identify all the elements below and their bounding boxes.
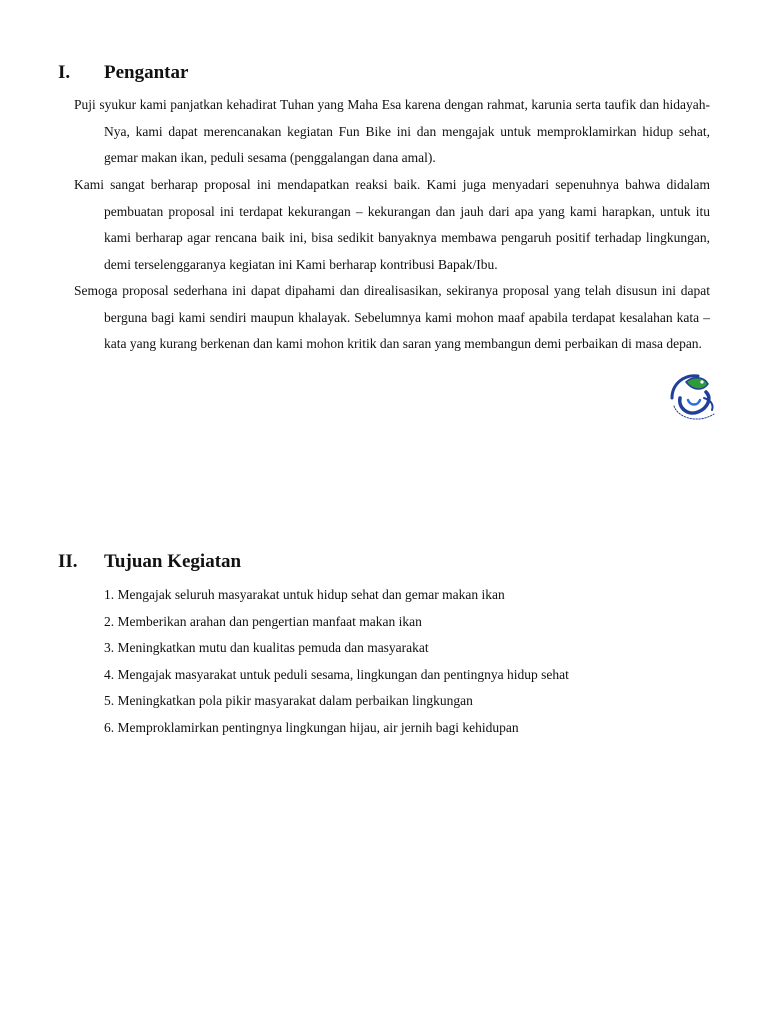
- list-item: 4. Mengajak masyarakat untuk peduli sesama, lingkungan dan pentingnya hidup sehat: [104, 666, 569, 682]
- paragraph-2: Kami sangat berharap proposal ini mendapatkan reaksi baik. Kami juga menyadari sepenuhnya bahwa didalam pembuatan proposal ini terdapat kekurangan – kekurangan dan jauh dari apa yang kami harapkan, untuk itu kami berharap agar rencana baik ini, bisa sedikit banyaknya membawa pengaruh positif terhadap lingkungan, demi terselenggaranya kegiatan ini Kami berharap kontribusi Bapak/Ibu.: [74, 177, 710, 272]
- list-item: 2. Memberikan arahan dan pengertian manfaat makan ikan: [104, 613, 422, 629]
- section-number: II.: [58, 551, 78, 572]
- paragraph-3: Semoga proposal sederhana ini dapat dipahami dan direalisasikan, sekiranya proposal yang telah disusun ini dapat berguna bagi kami sendiri maupun khalayak. Sebelumnya kami mohon maaf apabila terdapat kesalahan kata – kata yang kurang berkenan dan kami mohon kritik dan saran yang membangun demi perbaikan di masa depan.: [74, 283, 710, 351]
- section-title: Tujuan Kegiatan: [104, 551, 242, 572]
- section-number: I.: [58, 62, 71, 83]
- section-title: Pengantar: [104, 62, 189, 83]
- paragraph-1: Puji syukur kami panjatkan kehadirat Tuhan yang Maha Esa karena dengan rahmat, karunia serta taufik dan hidayah-Nya, kami dapat merencanakan kegiatan Fun Bike ini dan mengajak untuk memproklamirkan hidup sehat, gemar makan ikan, peduli sesama (penggalangan dana amal).: [74, 97, 710, 165]
- fish-emblem-icon: [664, 368, 724, 424]
- section-heading-pengantar: [58, 61, 188, 85]
- list-item: 6. Memproklamirkan pentingnya lingkungan hijau, air jernih bagi kehidupan: [104, 719, 519, 735]
- objectives-list: [104, 582, 569, 741]
- section-heading-tujuan: [58, 550, 241, 574]
- list-item: 1. Mengajak seluruh masyarakat untuk hidup sehat dan gemar makan ikan: [104, 587, 505, 602]
- list-item: 5. Meningkatkan pola pikir masyarakat dalam perbaikan lingkungan: [104, 693, 473, 708]
- list-item: 3. Meningkatkan mutu dan kualitas pemuda dan masyarakat: [104, 640, 429, 655]
